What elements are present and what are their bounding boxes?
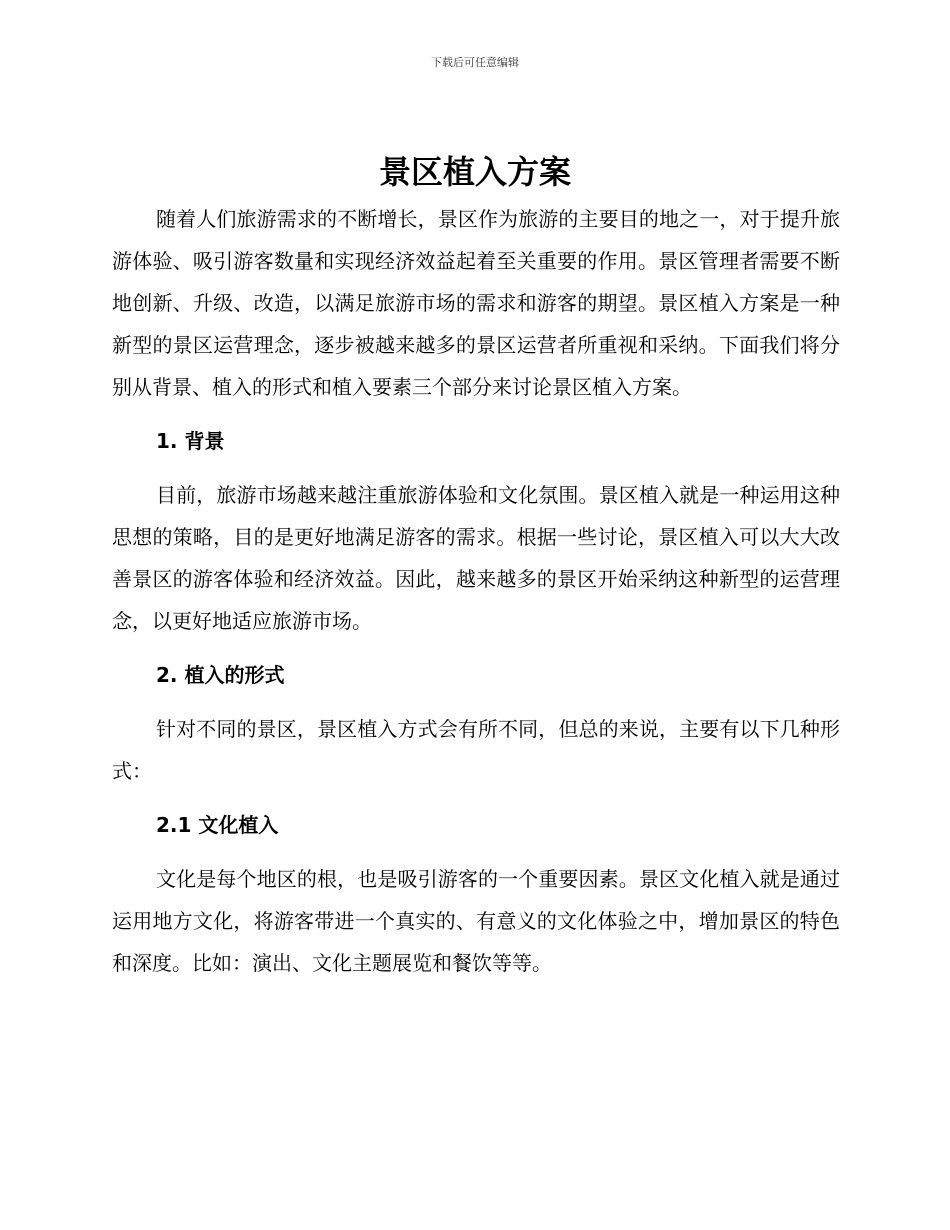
intro-paragraph: 随着人们旅游需求的不断增长，景区作为旅游的主要目的地之一，对于提升旅游体验、吸引游客数量和实现经济效益起着至关重要的作用。景区管理者需要不断地创新、升级、改造，以满足旅游市场的需求和游客的期望。景区植入方案是一种新型的景区运营理念，逐步被越来越多的景区运营者所重视和采纳。下面我们将分别从背景、植入的形式和植入要素三个部分来讨论景区植入方案。	[112, 207, 840, 399]
section-heading-forms: 2. 植入的形式	[156, 663, 285, 687]
spacer	[112, 696, 840, 708]
section-body-culture: 文化是每个地区的根，也是吸引游客的一个重要因素。景区文化植入就是通过运用地方文化，将游客带进一个真实的、有意义的文化体验之中，增加景区的特色和深度。比如：演出、文化主题展览和餐饮等等。	[112, 867, 840, 975]
section-heading-background: 1. 背景	[156, 429, 225, 453]
spacer	[112, 846, 840, 858]
document-body	[112, 198, 840, 984]
section-body-background: 目前，旅游市场越来越注重旅游体验和文化氛围。景区植入就是一种运用这种思想的策略，目的是更好地满足游客的需求。根据一些讨论，景区植入可以大大改善景区的游客体验和经济效益。因此，越来越多的景区开始采纳这种新型的运营理念，以更好地适应旅游市场。	[112, 483, 840, 633]
spacer	[112, 792, 840, 804]
spacer	[112, 462, 840, 474]
document-title: 景区植入方案	[378, 153, 571, 191]
section-heading-culture: 2.1 文化植入	[156, 813, 279, 837]
section-body-forms: 针对不同的景区，景区植入方式会有所不同，但总的来说，主要有以下几种形式：	[112, 717, 840, 783]
header-note: 下载后可任意编辑	[431, 56, 519, 69]
spacer	[112, 408, 840, 420]
spacer	[112, 642, 840, 654]
